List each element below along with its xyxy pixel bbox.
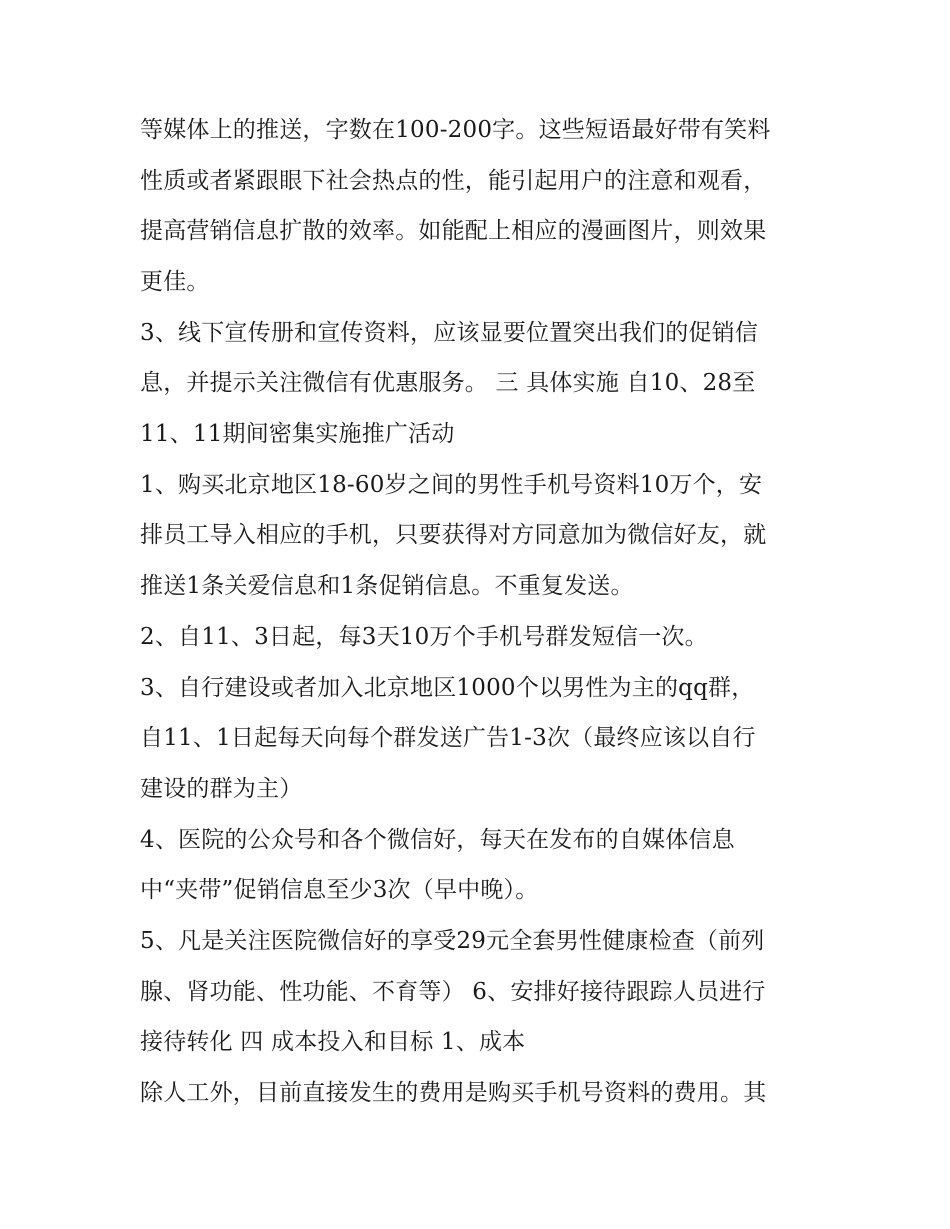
text-line-1: 等媒体上的推送，字数在100-200字。这些短语最好带有笑料 [140,117,771,143]
text-line-9: 排员工导入相应的手机，只要获得对方同意加为微信好友，就 [140,522,767,548]
text-line-6: 息，并提示关注微信有优惠服务。 三 具体实施 自10、28至 [140,370,756,396]
text-line-11: 2、自11、3日起，每3天10万个手机号群发短信一次。 [140,624,708,650]
text-line-4: 更佳。 [140,269,210,295]
text-line-18: 腺、肾功能、性功能、不育等） 6、安排好接待跟踪人员进行 [140,979,766,1005]
text-line-8: 1、购买北京地区18-60岁之间的男性手机号资料10万个，安 [140,472,763,498]
text-line-13: 自11、1日起每天向每个群发送广告1-3次（最终应该以自行 [140,725,756,751]
text-line-15: 4、医院的公众号和各个微信好，每天在发布的自媒体信息 [140,827,735,853]
text-line-16: 中“夹带”促销信息至少3次（早中晚）。 [140,877,539,903]
text-line-2: 性质或者紧跟眼下社会热点的性，能引起用户的注意和观看， [140,168,767,194]
text-line-3: 提高营销信息扩散的效率。如能配上相应的漫画图片，则效果 [140,218,767,244]
text-line-12: 3、自行建设或者加入北京地区1000个以男性为主的qq群， [140,675,755,701]
text-line-20: 除人工外，目前直接发生的费用是购买手机号资料的费用。其 [140,1080,767,1106]
text-line-7: 11、11期间密集实施推广活动 [140,421,455,447]
text-line-14: 建设的群为主） [140,776,303,802]
text-line-5: 3、线下宣传册和宣传资料，应该显要位置突出我们的促销信 [140,320,759,346]
text-line-19: 接待转化 四 成本投入和目标 1、成本 [140,1029,526,1055]
text-line-17: 5、凡是关注医院微信好的享受29元全套男性健康检查（前列 [140,928,765,954]
text-line-10: 推送1条关爱信息和1条促销信息。不重复发送。 [140,573,634,599]
